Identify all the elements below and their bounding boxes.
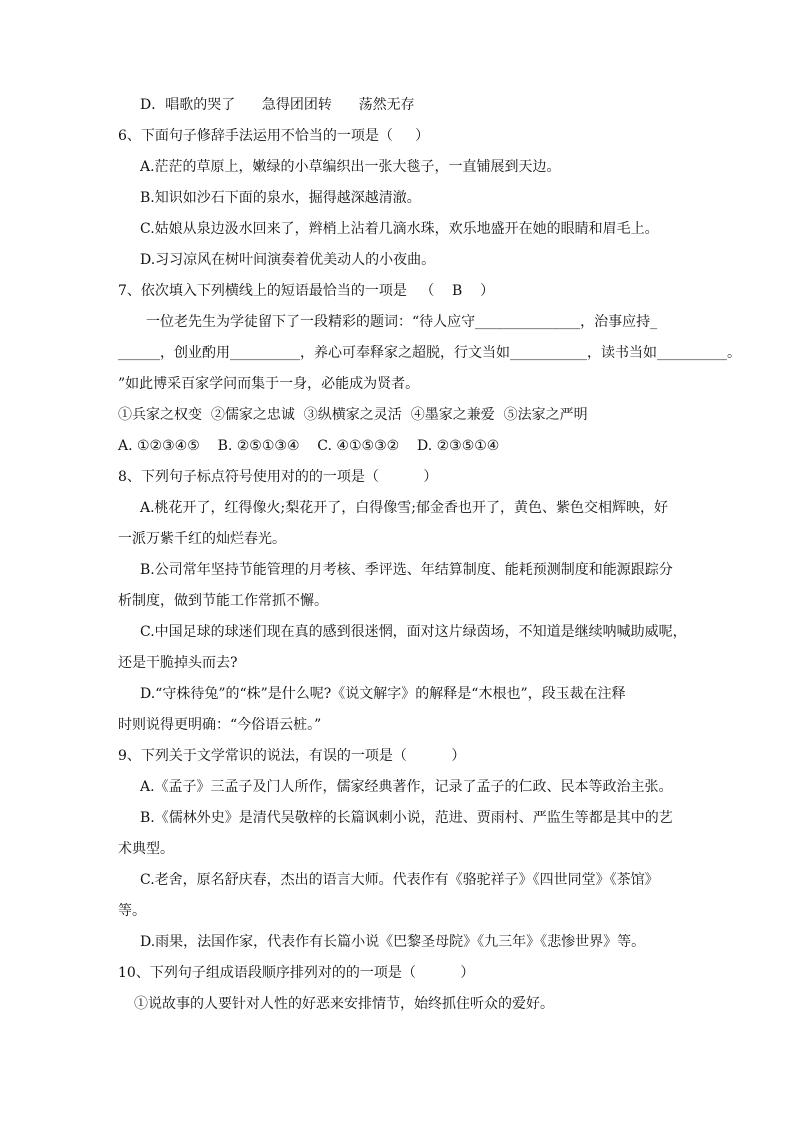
q8-option-b-2: 析制度，做到节能工作常抓不懈。 <box>118 593 328 609</box>
q10-stem: 10、下列句子组成语段顺序排列对的的一项是（ ） <box>118 965 475 981</box>
q9-option-b-2: 术典型。 <box>118 841 174 857</box>
q6-stem: 6、下面句子修辞手法运用不恰当的一项是（ ） <box>118 128 430 144</box>
q9-option-c-1: C.老舍，原名舒庆春，杰出的语言大师。代表作有《骆驼祥子》《四世同堂》《茶馆》 <box>140 872 659 888</box>
q7-passage-3: ”如此博采百家学问而集于一身，必能成为贤者。 <box>118 376 420 392</box>
q8-option-b-1: B.公司常年坚持节能管理的月考核、季评选、年结算制度、能耗预测制度和能源跟踪分 <box>140 562 673 578</box>
q7-choices: ①兵家之权变 ②儒家之忠诚 ③纵横家之灵活 ④墨家之兼爱 ⑤法家之严明 <box>118 407 588 423</box>
q9-stem: 9、下列关于文学常识的说法，有误的一项是（ ） <box>118 748 466 764</box>
q8-stem: 8、下列句子标点符号使用对的的一项是（ ） <box>118 469 438 485</box>
q9-option-c-2: 等。 <box>118 903 146 919</box>
q6-option-d: D.习习凉风在树叶间演奏着优美动人的小夜曲。 <box>140 252 436 268</box>
q5-option-d: D．唱歌的哭了 急得团团转 荡然无存 <box>140 97 415 113</box>
q8-option-c-2: 还是干脆掉头而去? <box>118 655 238 671</box>
q8-option-d-2: 时则说得更明确：“今俗语云桩。” <box>118 717 322 733</box>
q8-option-d-1: D.“守株待兔”的“株”是什么呢?《说文解字》的解释是“木根也”，段玉裁在注释 <box>140 686 626 702</box>
q9-option-b-1: B.《儒林外史》是清代吴敬梓的长篇讽刺小说，范进、贾雨村、严监生等都是其中的艺 <box>140 810 673 826</box>
q8-option-a-1: A.桃花开了，红得像火;梨花开了，白得像雪;郁金香也开了，黄色、紫色交相辉映，好 <box>140 500 668 516</box>
q6-option-b: B.知识如沙石下面的泉水，掘得越深越清澈。 <box>140 190 421 206</box>
q7-passage-1: 一位老先生为学徒留下了一段精彩的题词：“待人应守_______________，治事应持_ <box>146 314 658 330</box>
q7-passage-2: ______，创业酌用__________，养心可奉释家之超脱，行文当如___________，读书当如__________。 <box>118 345 741 361</box>
q8-option-a-2: 一派万紫千红的灿烂春光。 <box>118 531 286 547</box>
q10-sentence-1: ①说故事的人要针对人性的好恶来安排情节，始终抓住听众的爱好。 <box>134 996 554 1012</box>
q6-option-a: A.茫茫的草原上，嫩绿的小草编织出一张大毯子，一直铺展到天边。 <box>140 159 561 175</box>
q8-option-c-1: C.中国足球的球迷们现在真的感到很迷惘，面对这片绿茵场，不知道是继续呐喊助威呢， <box>140 624 687 640</box>
q7-options: A. ①②③④⑤ B. ②⑤①③④ C. ④①⑤③② D. ②③⑤①④ <box>118 438 500 454</box>
q7-stem: 7、依次填入下列横线上的短语最恰当的一项是 （ B ） <box>118 283 495 299</box>
q6-option-c: C.姑娘从泉边汲水回来了，辫梢上沾着几滴水珠，欢乐地盛开在她的眼睛和眉毛上。 <box>140 221 659 237</box>
q9-option-a: A.《孟子》三孟子及门人所作，儒家经典著作，记录了孟子的仁政、民本等政治主张。 <box>140 779 673 795</box>
q9-option-d: D.雨果，法国作家，代表作有长篇小说《巴黎圣母院》《九三年》《悲惨世界》等。 <box>140 934 646 950</box>
